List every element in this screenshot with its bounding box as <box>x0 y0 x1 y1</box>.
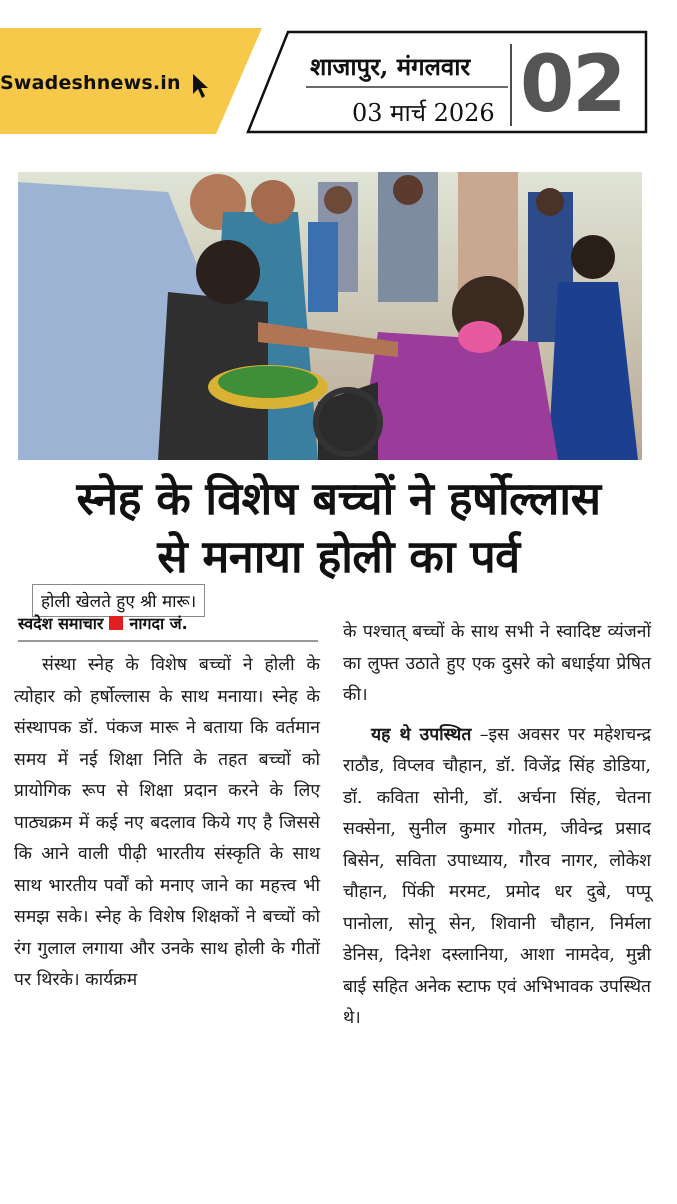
issue-date: 03 मार्च 2026 <box>352 99 495 127</box>
attendees-list: –इस अवसर पर महेशचन्द्र राठौड, विप्लव चौहान, डॉ. विजेंद्र सिंह डोडिया, डॉ. कविता सोनी, डॉ. अर्चना सिंह, चेतना सक्सेना, सुनील कुमार गोतम, जीवेन्द्र प्रसाद बिसेन, सविता उपाध्याय, गौरव नागर, लोकेश चौहान, पिंकी मरमट, प्रमोद धर दुबे, पप्पू पानोला, सोनू सेन, शिवानी चौहान, निर्मला डेनिस, दिनेश दस्लानिया, आशा नामदेव, मुन्नी बाई सहित अनेक स्टाफ एवं अभिभावक उपस्थित थे। <box>343 724 651 1028</box>
attendees-lead: यह थे उपस्थित <box>371 724 472 745</box>
byline <box>18 612 318 642</box>
byline-place: नागदा जं. <box>129 614 188 633</box>
article-column-left <box>14 650 320 997</box>
holi-celebration-image <box>18 172 642 460</box>
byline-source: स्वदेश समाचार <box>18 614 104 633</box>
article-column-right <box>343 617 651 1035</box>
article-paragraph-1-continued: के पश्चात् बच्चों के साथ सभी ने स्वादिष्ट व्यंजनों का लुफ्त उठाते हुए एक दुसरे को बधाईया प्रेषित की। <box>343 622 651 705</box>
headline-line-2: से मनाया होली का पर्व <box>157 530 520 583</box>
photo-caption: होली खेलते हुए श्री मारू। <box>32 584 205 617</box>
cursor-arrow-icon <box>191 73 211 103</box>
attendees-paragraph <box>343 720 651 1035</box>
headline-line-1: स्नेह के विशेष बच्चों ने हर्षोल्लास <box>76 472 601 525</box>
page-number: 02 <box>520 40 625 130</box>
city-day: शाजापुर, मंगलवार <box>310 52 471 81</box>
headline <box>0 470 677 586</box>
red-square-icon <box>109 616 123 630</box>
article-paragraph-1: संस्था स्नेह के विशेष बच्चों ने होली के त्योहार को हर्षोल्लास के साथ मनाया। स्नेह के संस्थापक डॉ. पंकज मारू ने बताया कि वर्तमान समय में नई शिक्षा निति के तहत बच्चों को प्रायोगिक रूप से शिक्षा प्रदान करने के लिए पाठ्यक्रम में कई नए बदलाव किये गए है जिससे कि आने वाली पीढ़ी भारतीय संस्कृति के साथ साथ भारतीय पर्वों को मनाए जाने का महत्त्व भी समझ सके। स्नेह के विशेष शिक्षकों ने बच्चों को रंग गुलाल लगाया और उनके साथ होली के गीतों पर थिरके। कार्यक्रम <box>14 655 320 990</box>
site-url[interactable]: Swadeshnews.in <box>0 72 181 94</box>
